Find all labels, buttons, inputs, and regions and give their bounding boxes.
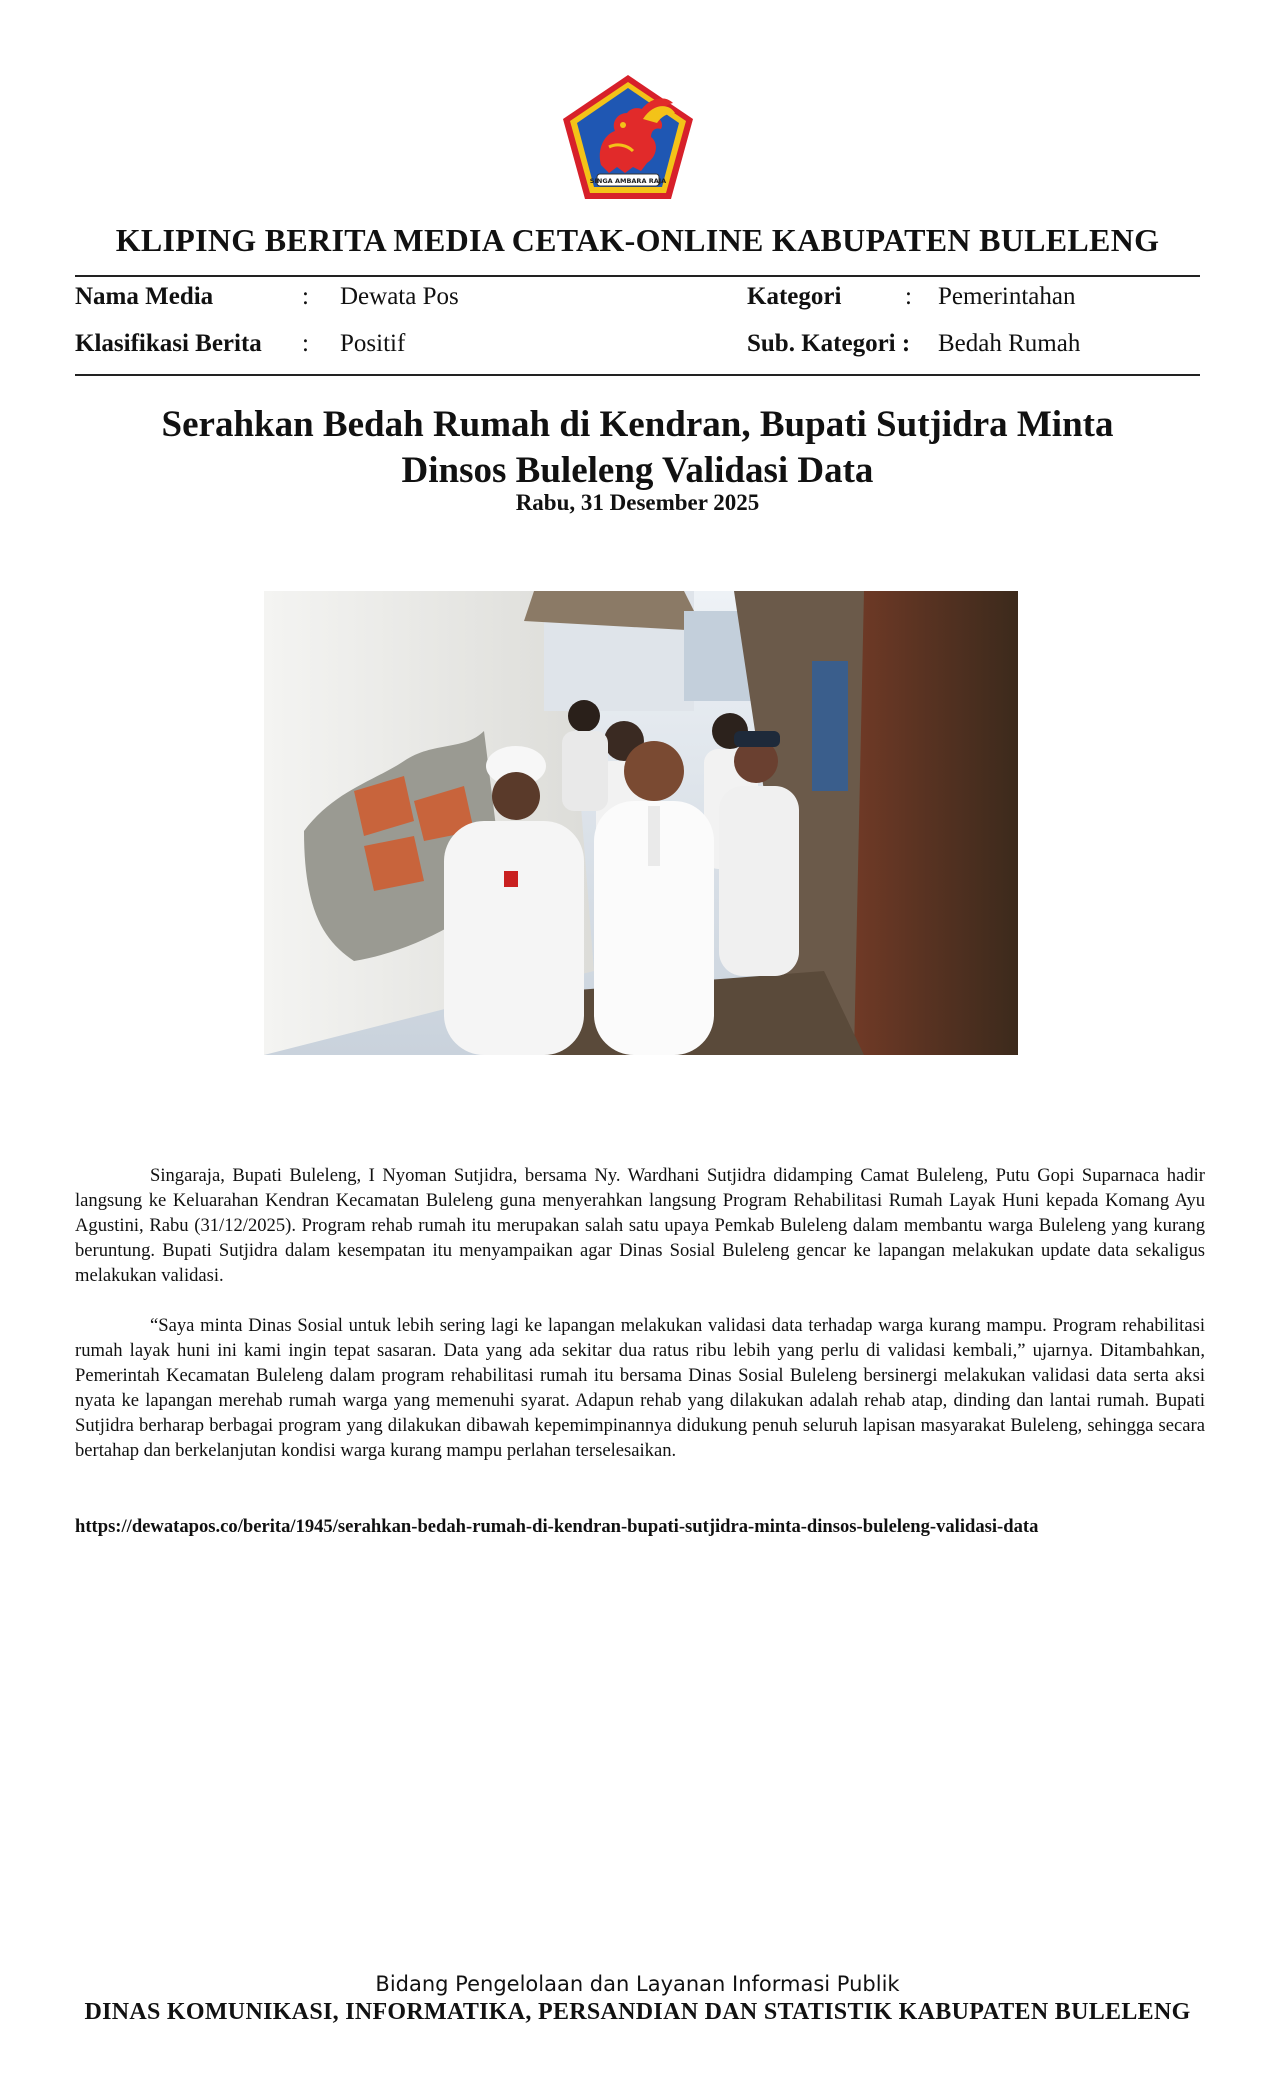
- footer-department: Bidang Pengelolaan dan Layanan Informasi Publik: [375, 1972, 900, 1996]
- subkategori-value: Bedah Rumah: [938, 330, 1081, 357]
- klasifikasi-label: Klasifikasi Berita: [75, 330, 262, 357]
- article-paragraph-2: “Saya minta Dinas Sosial untuk lebih sering lagi ke lapangan melakukan validasi data terhadap warga kurang mampu. Program rehabilitasi rumah layak huni ini kami ingin tepat sasaran. Data yang ada sekitar dua ratus ribu lebih yang perlu di validasi kembali,” ujarnya. Ditambahkan, Pemerintah Kecamatan Buleleng dalam program rehabilitasi rumah itu bersama Dinas Sosial Buleleng bersinergi melakukan validasi data serta aksi nyata ke lapangan merehab rumah warga yang memenuhi syarat. Adapun rehab yang dilakukan adalah rehab atap, dinding dan lantai rumah. Bupati Sutjidra berharap berbagai program yang dilakukan dibawah kepemimpinannya didukung penuh seluruh lapisan masyarakat Buleleng, sehingga secara bertahap dan berkelanjutan kondisi warga kurang mampu perlahan terselesaikan.: [75, 1315, 1205, 1461]
- header-top-rule: [75, 275, 1200, 277]
- klasifikasi-separator: :: [302, 330, 309, 357]
- meta-media-label-wrap: [75, 282, 213, 312]
- buleleng-crest-logo: [561, 73, 695, 201]
- headline-line-2: Dinsos Buleleng Validasi Data: [401, 450, 874, 491]
- media-name-value: Dewata Pos: [340, 283, 459, 310]
- article-paragraph-1: Singaraja, Bupati Buleleng, I Nyoman Sutjidra, bersama Ny. Wardhani Sutjidra didamping Camat Buleleng, Putu Gopi Suparnaca hadir langsung ke Keluarahan Kendran Kecamatan Buleleng guna menyerahkan langsung Program Rehabilitasi Rumah Layak Huni kepada Komang Ayu Agustini, Rabu (31/12/2025). Program rehab rumah itu merupakan salah satu upaya Pemkab Buleleng dalam membantu warga Buleleng yang kurang beruntung. Bupati Sutjidra dalam kesempatan itu menyampaikan agar Dinas Sosial Buleleng gencar ke lapangan melakukan update data sekaligus melakukan validasi.: [75, 1165, 1205, 1286]
- klasifikasi-value: Positif: [340, 330, 406, 357]
- kategori-label: Kategori: [747, 283, 842, 310]
- media-name-label: Nama Media: [75, 283, 214, 310]
- meta-subkategori-label-wrap: [747, 329, 910, 359]
- kategori-separator: :: [905, 283, 912, 310]
- header-bottom-rule: [75, 374, 1200, 376]
- meta-kategori-label-wrap: [747, 282, 841, 312]
- meta-klasifikasi-label-wrap: [75, 329, 262, 359]
- kategori-value: Pemerintahan: [938, 283, 1076, 310]
- headline-line-1: Serahkan Bedah Rumah di Kendran, Bupati Sutjidra Minta: [161, 404, 1114, 445]
- article-body: [75, 1163, 1205, 1488]
- footer-agency: DINAS KOMUNIKASI, INFORMATIKA, PERSANDIAN DAN STATISTIK KABUPATEN BULELENG: [84, 1999, 1191, 2025]
- article-headline: [90, 402, 1185, 494]
- logo-banner-text: SINGA AMBARA RAJA: [589, 177, 667, 185]
- media-name-separator: :: [302, 283, 309, 310]
- source-url-link[interactable]: https://dewatapos.co/berita/1945/serahkan-bedah-rumah-di-kendran-bupati-sutjidra-minta-dinsos-buleleng-validasi-data: [75, 1516, 1039, 1537]
- clipping-header-title: KLIPING BERITA MEDIA CETAK-ONLINE KABUPATEN BULELENG: [115, 222, 1160, 258]
- article-photo: [264, 591, 1018, 1055]
- article-date: Rabu, 31 Desember 2025: [515, 490, 760, 515]
- singa-ambara-raja-crest-icon: [561, 73, 695, 201]
- subkategori-label: Sub. Kategori :: [747, 330, 911, 357]
- news-photo-officials-in-narrow-alley: [264, 591, 1018, 1055]
